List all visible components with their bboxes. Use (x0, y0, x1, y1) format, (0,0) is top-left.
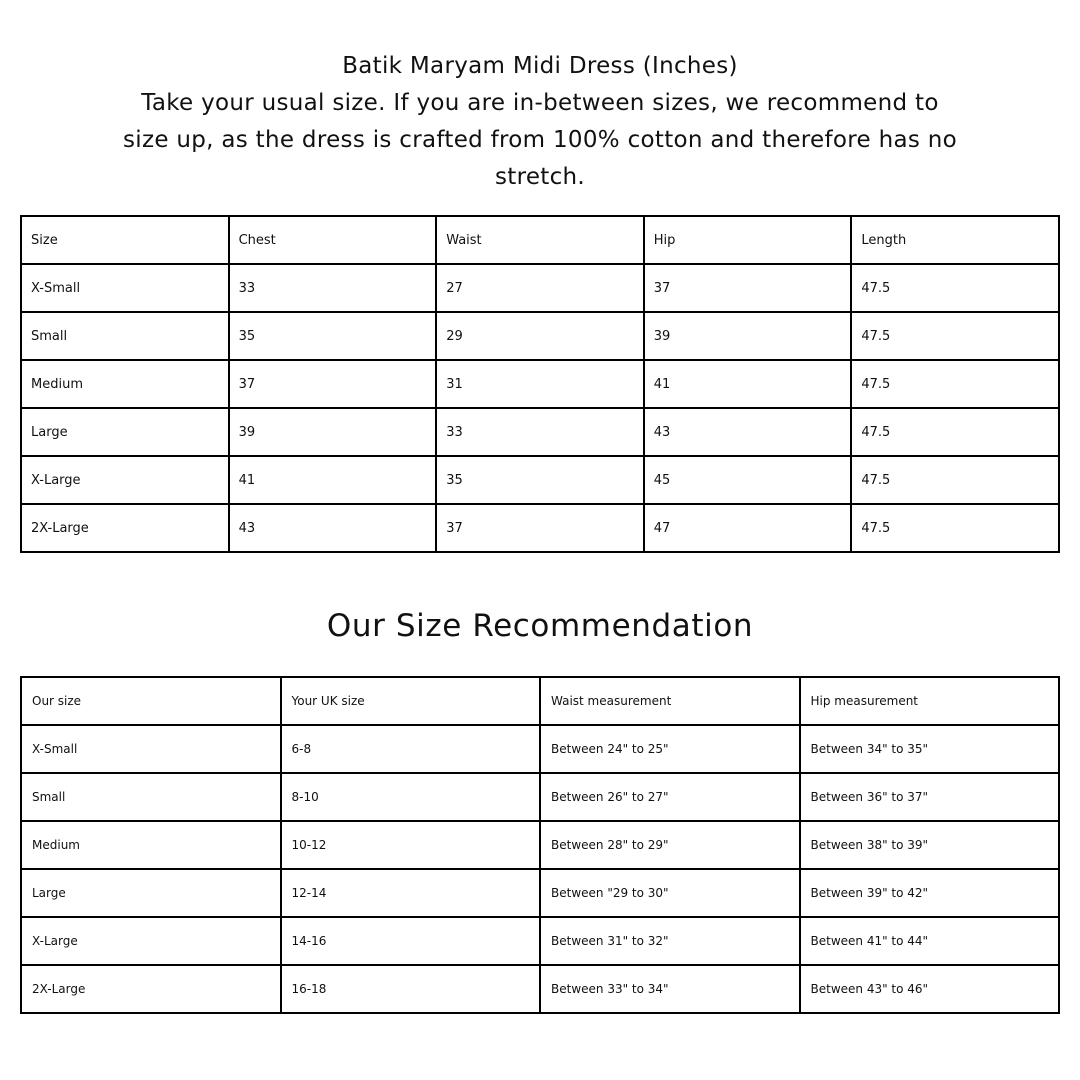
table-cell: 35 (436, 456, 644, 504)
table-cell: 8-10 (281, 773, 541, 821)
table-cell: 47.5 (851, 504, 1059, 552)
table-cell: 41 (644, 360, 852, 408)
table-cell: 33 (436, 408, 644, 456)
table-cell: 47.5 (851, 312, 1059, 360)
table-cell: Medium (21, 360, 229, 408)
table-cell: Between 38" to 39" (800, 821, 1060, 869)
table-cell: 6-8 (281, 725, 541, 773)
measurements-table (20, 215, 1060, 553)
table-header-row (21, 677, 1059, 725)
header-cell: Waist (436, 216, 644, 264)
table-cell: 43 (644, 408, 852, 456)
header-cell: Hip measurement (800, 677, 1060, 725)
recommendation-table (20, 676, 1060, 1014)
table-row (21, 869, 1059, 917)
fit-advice-line-2: size up, as the dress is crafted from 100% cotton and therefore has no (122, 127, 958, 153)
table-cell: 14-16 (281, 917, 541, 965)
table-cell: 27 (436, 264, 644, 312)
table-row (21, 504, 1059, 552)
table-cell: 47.5 (851, 360, 1059, 408)
fit-advice-line-1: Take your usual size. If you are in-between sizes, we recommend to (141, 90, 939, 116)
table-cell: Between 43" to 46" (800, 965, 1060, 1013)
table-row (21, 917, 1059, 965)
table-cell: Between 39" to 42" (800, 869, 1060, 917)
table-cell: Between 41" to 44" (800, 917, 1060, 965)
table-cell: 47.5 (851, 408, 1059, 456)
table-row (21, 773, 1059, 821)
table-cell: X-Small (21, 725, 281, 773)
table-cell: 41 (229, 456, 437, 504)
table-cell: Between 31" to 32" (540, 917, 800, 965)
table-cell: Between 24" to 25" (540, 725, 800, 773)
table-row (21, 264, 1059, 312)
table-header-row (21, 216, 1059, 264)
table-row (21, 821, 1059, 869)
table-cell: 37 (436, 504, 644, 552)
table-cell: 47.5 (851, 456, 1059, 504)
table-cell: 33 (229, 264, 437, 312)
section-title: Our Size Recommendation (326, 608, 754, 644)
table-cell: Small (21, 312, 229, 360)
table-cell: 37 (644, 264, 852, 312)
table-cell: Medium (21, 821, 281, 869)
header-cell: Waist measurement (540, 677, 800, 725)
table-cell: 2X-Large (21, 504, 229, 552)
header-cell: Hip (644, 216, 852, 264)
header-cell: Chest (229, 216, 437, 264)
table-cell: 12-14 (281, 869, 541, 917)
table-cell: 31 (436, 360, 644, 408)
table-cell: Large (21, 869, 281, 917)
table-cell: 39 (229, 408, 437, 456)
table-row (21, 312, 1059, 360)
table-row (21, 408, 1059, 456)
header-cell: Length (851, 216, 1059, 264)
table-cell: 29 (436, 312, 644, 360)
table-cell: Between "29 to 30" (540, 869, 800, 917)
table-row (21, 456, 1059, 504)
intro-text (100, 48, 980, 196)
table-cell: Between 26" to 27" (540, 773, 800, 821)
table-cell: X-Large (21, 456, 229, 504)
table-cell: Small (21, 773, 281, 821)
header-cell: Our size (21, 677, 281, 725)
table-cell: Between 36" to 37" (800, 773, 1060, 821)
table-cell: 43 (229, 504, 437, 552)
table-cell: 47.5 (851, 264, 1059, 312)
table-row (21, 725, 1059, 773)
header-cell: Your UK size (281, 677, 541, 725)
table-cell: 47 (644, 504, 852, 552)
header-cell: Size (21, 216, 229, 264)
table-row (21, 360, 1059, 408)
table-cell: 39 (644, 312, 852, 360)
table-cell: X-Small (21, 264, 229, 312)
table-cell: Between 28" to 29" (540, 821, 800, 869)
table-cell: Large (21, 408, 229, 456)
table-cell: 16-18 (281, 965, 541, 1013)
fit-advice-line-3: stretch. (494, 164, 586, 190)
table-cell: X-Large (21, 917, 281, 965)
table-cell: 35 (229, 312, 437, 360)
table-cell: Between 33" to 34" (540, 965, 800, 1013)
table-cell: 2X-Large (21, 965, 281, 1013)
table-cell: Between 34" to 35" (800, 725, 1060, 773)
product-title: Batik Maryam Midi Dress (Inches) (342, 53, 738, 79)
table-row (21, 965, 1059, 1013)
table-cell: 10-12 (281, 821, 541, 869)
table-cell: 37 (229, 360, 437, 408)
table-cell: 45 (644, 456, 852, 504)
